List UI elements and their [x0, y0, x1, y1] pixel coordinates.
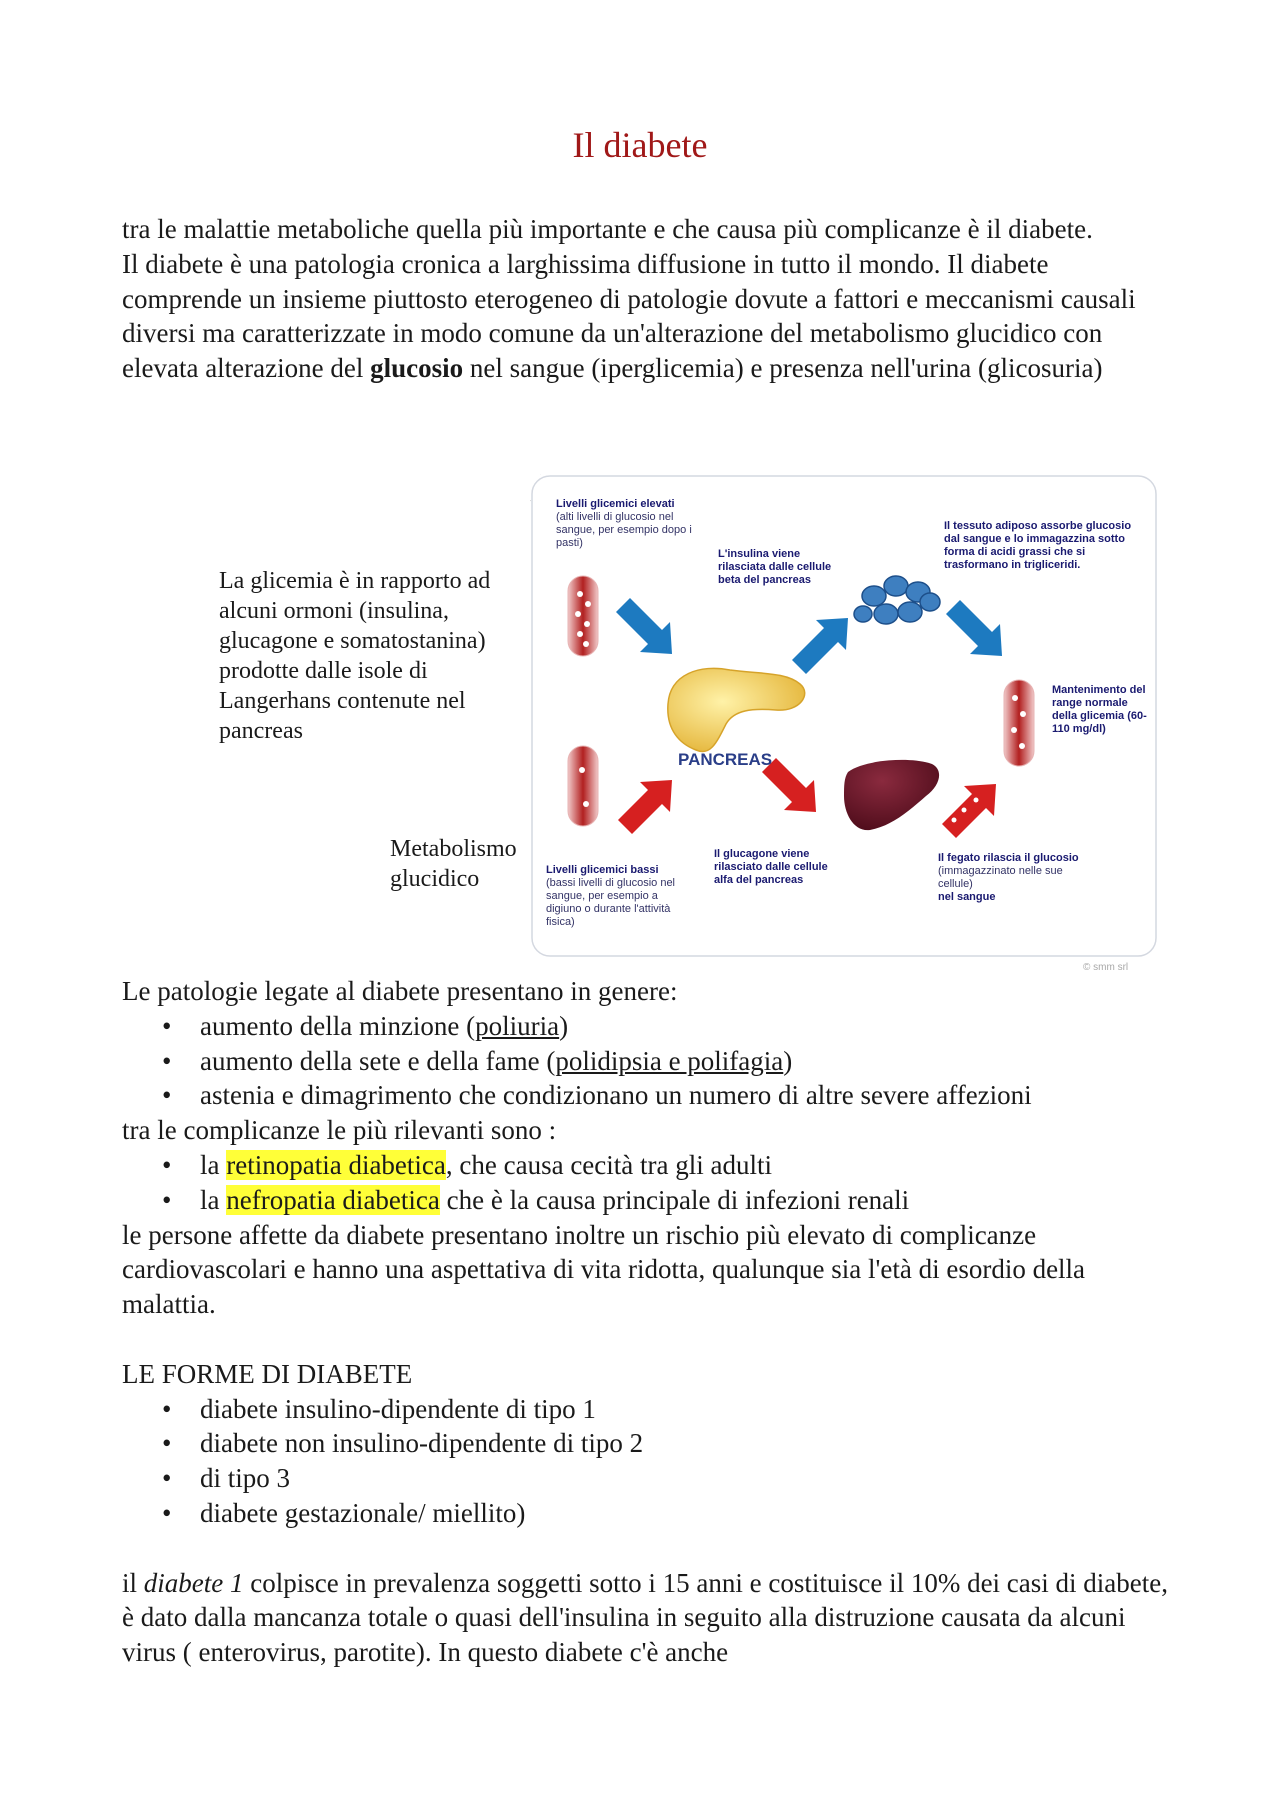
complication-post: , che causa cecità tra gli adulti	[445, 1149, 772, 1180]
forms-list	[122, 1392, 1172, 1531]
insulin-text: L'insulina viene rilasciata dalle cellule beta del pancreas	[718, 548, 832, 586]
symptom-tail: )	[559, 1010, 569, 1041]
adipose-text: Il tessuto adiposo assorbe glucosio dal sangue e lo immagazzina sotto forma di acidi grassi che si trasformano in trigliceridi.	[944, 520, 1132, 571]
glucosio-bold: glucosio	[370, 353, 464, 384]
intro-paragraph-2	[122, 247, 1172, 386]
polidipsia-link[interactable]: polidipsia e polifagia	[555, 1045, 784, 1076]
list-item	[122, 1078, 1172, 1113]
complication-pre: la	[200, 1184, 227, 1215]
list-item	[122, 1183, 1172, 1218]
symptoms-list	[122, 1009, 1172, 1113]
symptom-text: astenia e dimagrimento che condizionano un numero di altre severe affezioni	[200, 1080, 1032, 1111]
intro-text-after: nel sangue (iperglicemia) e presenza nell'urina (glicosuria)	[463, 353, 1103, 384]
liver-title: Il fegato rilascia il glucosio	[938, 852, 1079, 864]
symptom-text: aumento della minzione (	[200, 1010, 476, 1041]
list-item	[122, 1148, 1172, 1183]
complications-list	[122, 1148, 1172, 1218]
list-item	[122, 1044, 1172, 1079]
retinopatia-highlight: retinopatia diabetica	[226, 1149, 446, 1180]
list-item	[122, 1009, 1172, 1044]
glucose-metabolism-figure	[530, 474, 1158, 960]
tube-high-icon	[568, 576, 598, 656]
list-item: • di tipo 3	[122, 1461, 1172, 1496]
high-glucose-title: Livelli glicemici elevati	[556, 498, 675, 510]
type1-pre: il	[122, 1567, 144, 1598]
complications-after: le persone affette da diabete presentano inoltre un rischio più elevato di complicanze cardiovascolari e hanno una aspettativa di vita ridotta, qualunque sia l'età di esordio della malattia.	[122, 1219, 1086, 1320]
complications-lead: tra le complicanze le più rilevanti sono :	[122, 1115, 557, 1146]
complication-post: che è la causa principale di infezioni renali	[439, 1184, 910, 1215]
poliuria-link[interactable]: poliuria	[475, 1010, 560, 1041]
page-title: Il diabete	[572, 125, 708, 165]
list-item: • diabete non insulino-dipendente di tipo 2	[122, 1426, 1172, 1461]
figure-copyright: © smm srl	[1083, 962, 1129, 973]
glucagon-text: Il glucagone viene rilasciato dalle cellule alfa del pancreas	[714, 848, 828, 886]
forms-heading: LE FORME DI DIABETE	[122, 1358, 413, 1389]
intro-paragraph-1: tra le malattie metaboliche quella più importante e che causa più complicanze è il diabete.	[122, 214, 1093, 244]
symptom-tail: )	[783, 1045, 793, 1076]
high-glucose-sub: (alti livelli di glucosio nel sangue, per esempio dopo i pasti)	[556, 511, 692, 549]
nefropatia-highlight: nefropatia diabetica	[226, 1184, 440, 1215]
list-item: • diabete insulino-dipendente di tipo 1	[122, 1392, 1172, 1427]
liver-end: nel sangue	[938, 891, 996, 903]
complication-pre: la	[200, 1149, 227, 1180]
spacer	[122, 1322, 1172, 1357]
side-note: La glicemia è in rapporto ad alcuni ormoni (insulina, glucagone e somatostanina) prodotte dalle isole di Langerhans contenute nel pancreas	[219, 568, 491, 744]
type1-post: colpisce in prevalenza soggetti sotto i 15 anni e costituisce il 10% dei casi di diabete, è dato dalla mancanza totale o quasi dell'insulina in seguito alla distruzione causata da alcuni virus ( enterovirus, parotite). In questo diabete c'è anche	[122, 1567, 1168, 1668]
list-item: • diabete gestazionale/ miellito)	[122, 1496, 1172, 1531]
figure-caption: Metabolismo glucidico	[390, 836, 517, 892]
type1-paragraph	[122, 1566, 1172, 1670]
liver-sub: (immagazzinato nelle sue cellule)	[938, 865, 1063, 890]
insulin-label	[718, 548, 848, 587]
high-glucose-label	[556, 498, 706, 550]
maintain-text: Mantenimento del range normale della glicemia (60-110 mg/dl)	[1052, 684, 1147, 735]
low-glucose-sub: (bassi livelli di glucosio nel sangue, per esempio a digiuno o durante l'attività fisica)	[546, 877, 676, 928]
maintain-label	[1052, 684, 1147, 736]
low-glucose-label	[546, 864, 686, 929]
symptoms-lead: Le patologie legate al diabete presentano in genere:	[122, 976, 678, 1006]
glucagon-label	[714, 848, 844, 887]
tube-low-icon	[568, 746, 598, 826]
liver-label	[938, 852, 1098, 904]
symptoms-section	[122, 974, 1172, 1670]
diabete-1-italic: diabete 1	[143, 1567, 244, 1598]
low-glucose-title: Livelli glicemici bassi	[546, 864, 659, 876]
intro-section	[122, 212, 1172, 386]
intro-text-before: Il diabete è una patologia cronica a larghissima diffusione in tutto il mondo. Il diabete comprende un insieme piuttosto eterogeneo di patologie dovute a fattori e meccanismi causali diversi ma caratterizzate in modo comune da un'alterazione del metabolismo glucidico con elevata alterazione del	[122, 248, 1136, 384]
pancreas-label: PANCREAS	[678, 750, 773, 769]
tube-normal-icon	[1004, 680, 1034, 766]
adipose-label	[944, 520, 1134, 572]
spacer	[122, 1531, 1172, 1566]
symptom-text: aumento della sete e della fame (	[200, 1045, 556, 1076]
